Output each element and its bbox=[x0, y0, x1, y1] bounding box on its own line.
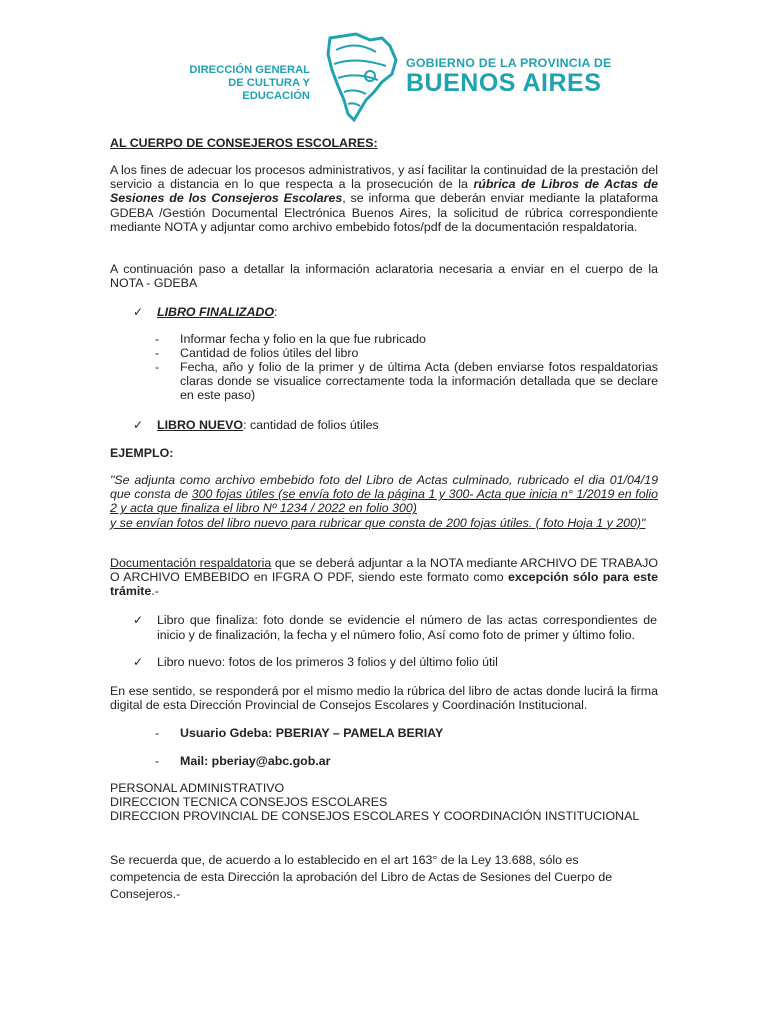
dash-icon: - bbox=[155, 332, 160, 346]
list-item: Informar fecha y folio en la que fue rubricado bbox=[180, 332, 426, 346]
signature-line: DIRECCION TECNICA CONSEJOS ESCOLARES bbox=[110, 795, 388, 810]
bold-text: excepción sólo para este trámite bbox=[110, 570, 658, 599]
text: , se informa que deberán enviar mediante la plataforma GDEBA /Gestión Documental Electrónica Buenos Aires, la solicitud de rúbrica correspondiente mediante NOTA y adjuntar como archivo embebido fotos/pdf de la documentación respaldatoria. bbox=[110, 191, 659, 234]
text: .- bbox=[151, 584, 159, 599]
detail-paragraph: A continuación paso a detallar la información aclaratoria necesaria a enviar en el cuerpo de la NOTA - GDEBA bbox=[110, 262, 658, 291]
example-paragraph bbox=[110, 473, 658, 530]
dash-icon: - bbox=[155, 360, 160, 374]
intro-paragraph bbox=[110, 163, 658, 234]
check-item: Libro nuevo: fotos de los primeros 3 folios y del último folio útil bbox=[157, 655, 498, 669]
example-heading: EJEMPLO: bbox=[110, 446, 174, 460]
contact-mail: Mail: pberiay@abc.gob.ar bbox=[180, 754, 331, 768]
province-map-logo-icon bbox=[326, 30, 398, 122]
signature-line: PERSONAL ADMINISTRATIVO bbox=[110, 781, 285, 795]
emphasis-text: rúbrica de Libros de Actas de Sesiones de los Consejeros Escolares bbox=[110, 177, 659, 206]
signature-block bbox=[110, 781, 658, 824]
response-paragraph: En ese sentido, se responderá por el mismo medio la rúbrica del libro de actas donde lucirá la firma digital de esta Dirección Provincial de Consejos Escolares y Coordinación Institucional. bbox=[110, 684, 658, 713]
text: : bbox=[274, 305, 278, 319]
check-icon: ✓ bbox=[133, 305, 144, 319]
logo-main-text: BUENOS AIRES bbox=[406, 69, 602, 97]
list-item: Fecha, año y folio de la primer y de última Acta (deben enviarse fotos respaldatorias claras donde se visualice correctamente toda la información detallada que se declare en este paso) bbox=[180, 360, 658, 403]
underlined-text: 300 fojas útiles (se envía foto de la página 1 y 300- Acta que inicia n° 1/2019 en folio 2 y acta que finaliza el libro Nº 1234 / 2022 en folio 300) bbox=[110, 487, 658, 516]
reminder-paragraph: Se recuerda que, de acuerdo a lo establecido en el art 163° de la Ley 13.688, sólo es competencia de esta Dirección la aprobación del Libro de Actas de Sesiones del Cuerpo de Consejeros.- bbox=[110, 853, 613, 901]
label: LIBRO NUEVO bbox=[157, 418, 244, 432]
documentation-paragraph bbox=[110, 556, 658, 599]
check-icon: ✓ bbox=[133, 613, 144, 627]
header-logo-left bbox=[172, 64, 310, 103]
text: "Se adjunta como archivo embebido foto del Libro de Actas culminado, rubricado el dia 01/04/19 que consta de bbox=[110, 473, 658, 502]
logo-line: DIRECCIÓN GENERAL bbox=[189, 64, 310, 76]
libro-nuevo-item bbox=[157, 418, 657, 432]
dash-icon: - bbox=[155, 754, 160, 768]
text: que se deberá adjuntar a la NOTA mediante ARCHIVO DE TRABAJO O ARCHIVO EMBEBIDO en IFGRA O PDF, siendo este formato como bbox=[110, 556, 658, 585]
check-icon: ✓ bbox=[133, 418, 144, 432]
text: A los fines de adecuar los procesos administrativos, y así facilitar la continuidad de la prestación del servicio a distancia en lo que respecta a la prosecución de la bbox=[110, 163, 658, 192]
check-icon: ✓ bbox=[133, 655, 144, 669]
text: : cantidad de folios útiles bbox=[243, 418, 379, 432]
page-title: AL CUERPO DE CONSEJEROS ESCOLARES: bbox=[110, 136, 378, 150]
contact-user: Usuario Gdeba: PBERIAY – PAMELA BERIAY bbox=[180, 726, 444, 740]
dash-icon: - bbox=[155, 346, 160, 360]
header-logo-right bbox=[406, 56, 612, 96]
label: LIBRO FINALIZADO bbox=[157, 305, 275, 319]
check-item: Libro que finaliza: foto donde se evidencie el número de las actas correspondientes de inicio y de finalización, la fecha y el número folio, Así como foto de primer y último folio. bbox=[157, 613, 657, 642]
dash-icon: - bbox=[155, 726, 160, 740]
libro-finalizado-heading bbox=[157, 305, 657, 319]
underlined-text: y se envían fotos del libro nuevo para rubricar que consta de 200 fojas útiles. ( foto Hoja 1 y 200)" bbox=[110, 515, 646, 530]
logo-line: DE CULTURA Y EDUCACIÓN bbox=[228, 77, 310, 102]
signature-line: DIRECCION PROVINCIAL DE CONSEJOS ESCOLARES Y COORDINACIÓN INSTITUCIONAL bbox=[110, 809, 640, 824]
underlined-text: Documentación respaldatoria bbox=[110, 556, 272, 570]
logo-top-text: GOBIERNO DE LA PROVINCIA DE bbox=[406, 56, 612, 70]
list-item: Cantidad de folios útiles del libro bbox=[180, 346, 359, 360]
